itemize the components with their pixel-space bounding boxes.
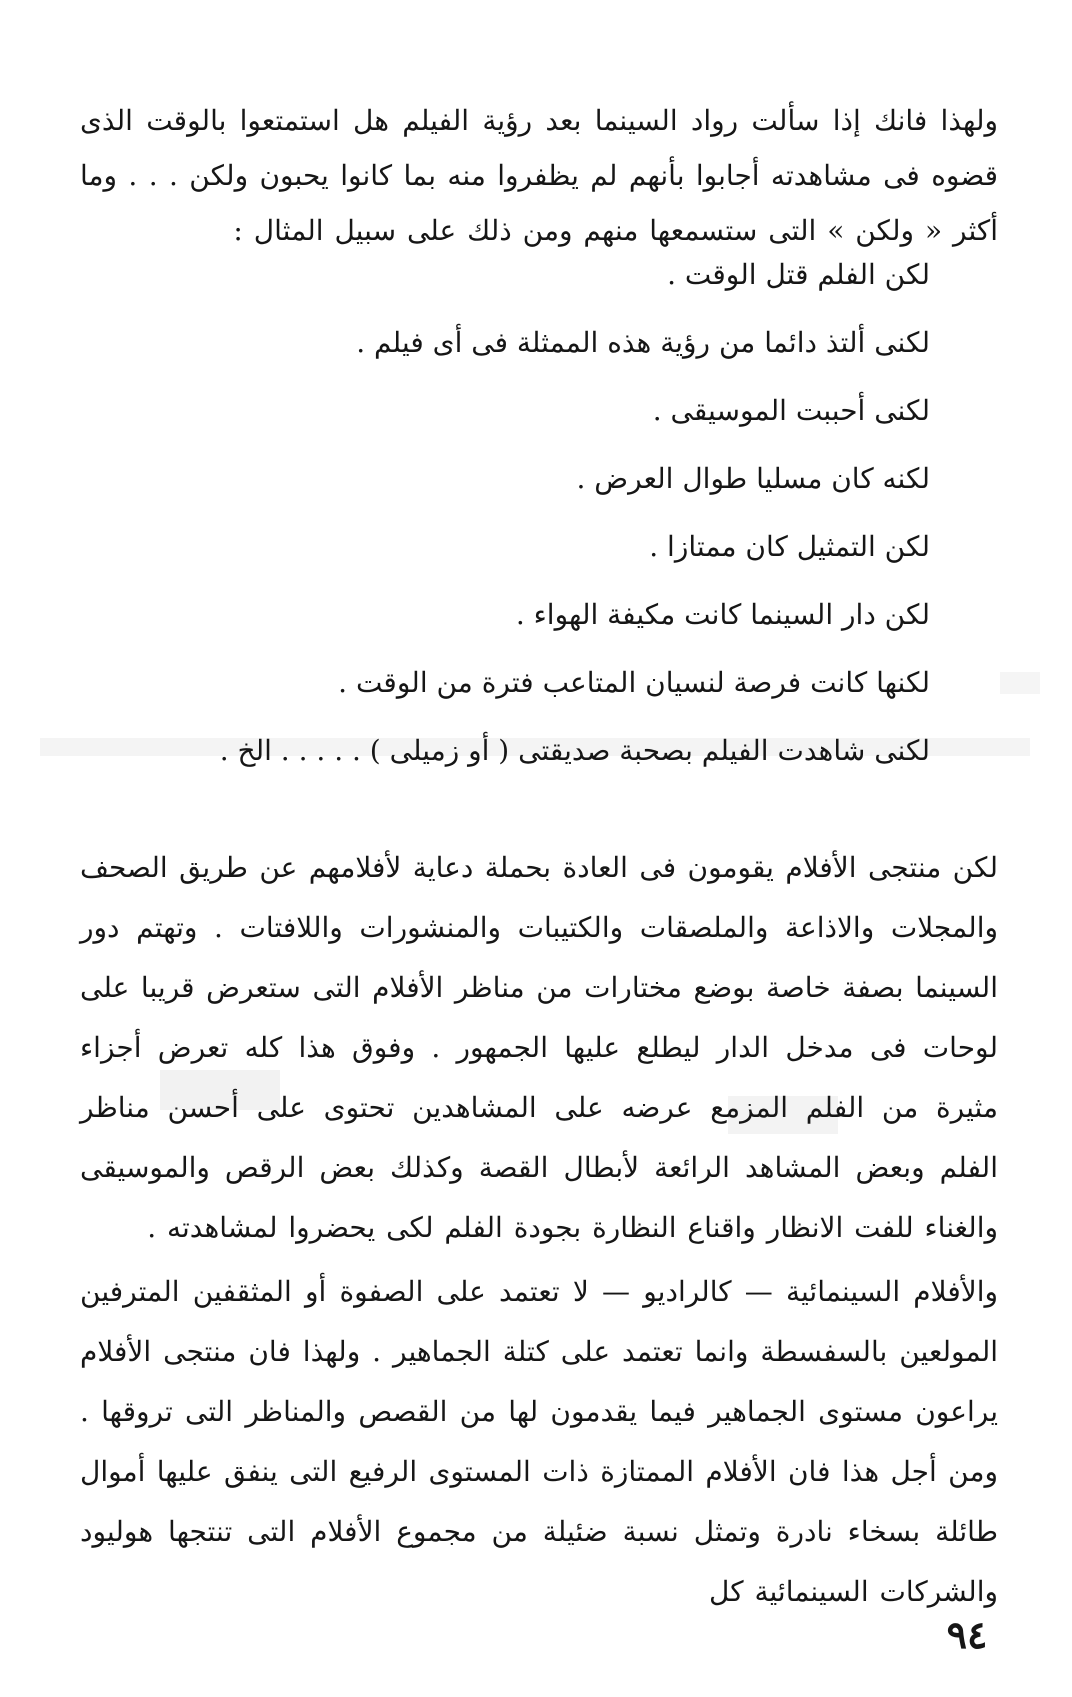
example-line: لكنى ألتذ دائما من رؤية هذه الممثلة فى أى فيلم . (356, 326, 930, 359)
example-line: لكنى أحببت الموسيقى . (652, 394, 930, 427)
example-line: لكنه كان مسليا طوال العرض . (576, 462, 930, 495)
example-line: لكن الفلم قتل الوقت . (667, 258, 930, 291)
example-line: لكنها كانت فرصة لنسيان المتاعب فترة من الوقت . (338, 666, 930, 699)
examples-list (210, 245, 930, 789)
audience-paragraph: والأفلام السينمائية — كالراديو — لا تعتمد على الصفوة أو المثقفين المترفين المولعين بالسفسطة وانما تعتمد على كتلة الجماهير . ولهذا فان منتجى الأفلام يراعون مستوى الجماهير فيما يقدمون لها من القصص والمناظر التى تروقها . ومن أجل هذا فان الأفلام الممتازة ذات المستوى الرفيع التى ينفق عليها أموال طائلة بسخاء نادرة وتمثل نسبة ضئيلة من مجموع الأفلام التى تنتجها هوليود والشركات السينمائية كل (80, 1275, 999, 1608)
scan-mark (1000, 672, 1040, 694)
example-line: لكن دار السينما كانت مكيفة الهواء . (515, 598, 930, 631)
intro-paragraph: ولهذا فانك إذا سألت رواد السينما بعد رؤية الفيلم هل استمتعوا بالوقت الذى قضوه فى مشاهدته أجابوا بأنهم لم يظفروا منه بما كانوا يحبون ولكن . . . وما أكثر « ولكن » التى ستسمعها منهم ومن ذلك على سبيل المثال : (80, 104, 998, 247)
example-line: لكنى شاهدت الفيلم بصحبة صديقتى ( أو زميلى ) . . . . . الخ . (219, 734, 930, 767)
advertising-paragraph: لكن منتجى الأفلام يقومون فى العادة بحملة دعاية لأفلامهم عن طريق الصحف والمجلات والاذاعة والملصقات والكتيبات والمنشورات واللافتات . وتهتم دور السينما بصفة خاصة بوضع مختارات من مناظر الأفلام التى ستعرض قريبا على لوحات فى مدخل الدار ليطلع عليها الجمهور . وفوق هذا كله تعرض أجزاء مثيرة من الفلم المزمع عرضه على المشاهدين تحتوى على أحسن مناظر الفلم وبعض المشاهد الرائعة لأبطال القصة وكذلك بعض الرقص والموسيقى والغناء للفت الانظار واقناع النظارة بجودة الفلم لكى يحضروا لمشاهدته . (80, 851, 998, 1244)
page-number: ٩٤ (946, 1612, 988, 1657)
example-line: لكن التمثيل كان ممتازا . (649, 530, 930, 563)
